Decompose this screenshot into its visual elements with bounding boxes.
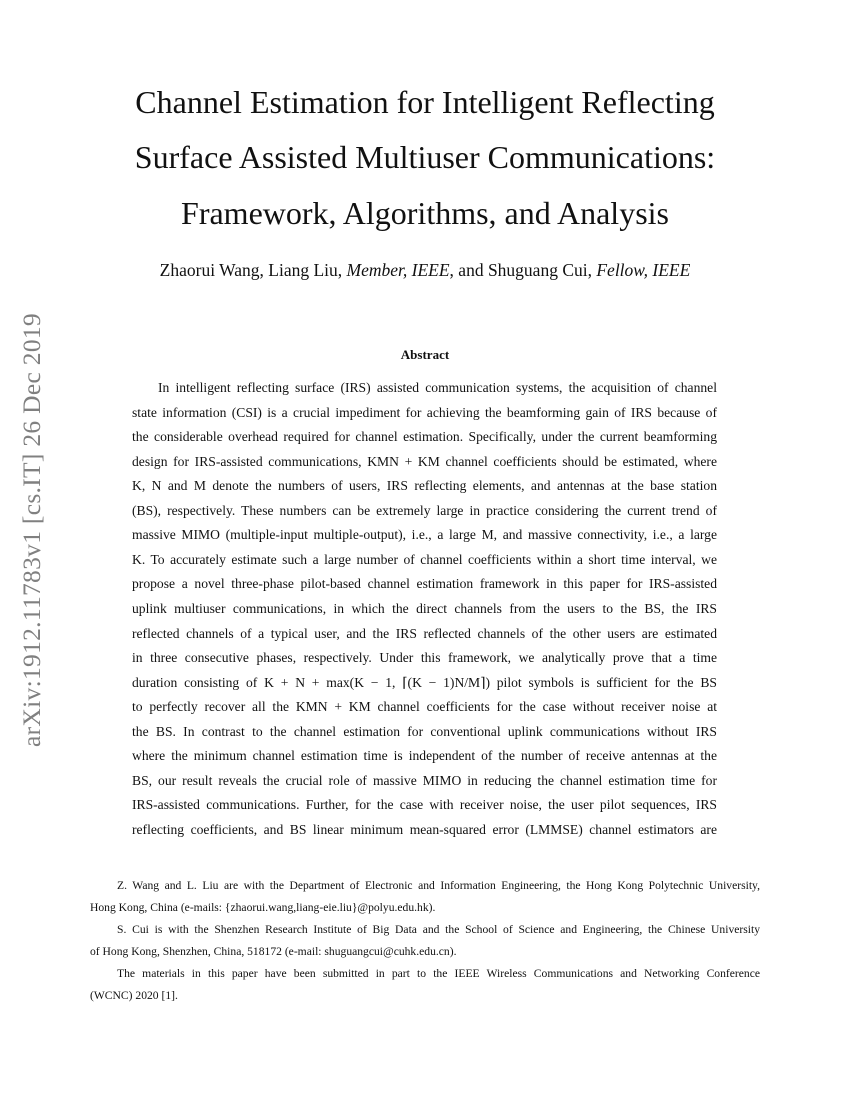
abstract-line: duration consisting of K + N + max(K − 1, ⌈(K − 1)N/M⌉) pilot symbols is sufficient for the BS	[132, 674, 717, 690]
abstract-line: state information (CSI) is a crucial impediment for achieving the beamforming gain of IRS because of	[132, 404, 717, 420]
footnote-line: S. Cui is with the Shenzhen Research Institute of Big Data and the School of Science and Engineering, the Chinese University	[117, 923, 760, 936]
title-line-2: Surface Assisted Multiuser Communications:	[134, 139, 716, 175]
footnote-line: Z. Wang and L. Liu are with the Department of Electronic and Information Engineering, the Hong Kong Polytechnic University,	[117, 879, 760, 892]
abstract-line: K. To accurately estimate such a large number of channel coefficients within a short time interval, we	[132, 551, 717, 567]
abstract-line: where the minimum channel estimation time is independent of the number of receive antennas at the	[132, 748, 717, 764]
abstract-line: reflecting coefficients, and BS linear minimum mean-squared error (LMMSE) channel estimators are	[132, 821, 717, 837]
abstract-line: uplink multiuser communications, in which the direct channels from the users to the BS, the IRS	[132, 600, 717, 616]
abstract-line: reflected channels of a typical user, and the IRS reflected channels of the other users are estimated	[132, 625, 717, 641]
abstract-line: the considerable overhead required for channel estimation. Specifically, under the current beamforming	[132, 429, 717, 445]
title-line-3: Framework, Algorithms, and Analysis	[181, 195, 669, 231]
abstract-line: In intelligent reflecting surface (IRS) assisted communication systems, the acquisition of channel	[158, 380, 717, 395]
abstract-line: to perfectly recover all the KMN + KM channel coefficients for the case without receiver noise at	[132, 699, 717, 715]
abstract-line: (BS), respectively. These numbers can be extremely large in practice considering the current trend of	[132, 502, 717, 518]
abstract-line: in three consecutive phases, respectively. Under this framework, we analytically prove that a time	[132, 650, 717, 666]
abstract-line: K, N and M denote the numbers of users, IRS reflecting elements, and antennas at the base station	[132, 478, 717, 494]
footnote-line: of Hong Kong, Shenzhen, China, 518172 (e-mail: shuguangcui@cuhk.edu.cn).	[90, 945, 457, 958]
abstract-line: IRS-assisted communications. Further, for the case with receiver noise, the user pilot sequences, IRS	[132, 797, 717, 813]
abstract-line: BS, our result reveals the crucial role of massive MIMO in reducing the channel estimation time for	[132, 772, 717, 788]
abstract-line: design for IRS-assisted communications, KMN + KM channel coefficients should be estimated, where	[132, 453, 717, 469]
footnote-line: The materials in this paper have been submitted in part to the IEEE Wireless Communications and Networking Conference	[117, 967, 760, 980]
title-line-1: Channel Estimation for Intelligent Reflecting	[135, 84, 715, 120]
footnote-line: (WCNC) 2020 [1].	[90, 989, 178, 1002]
abstract-line: propose a novel three-phase pilot-based channel estimation framework in this paper for IRS-assisted	[132, 576, 717, 592]
abstract-line: massive MIMO (multiple-input multiple-output), i.e., a large M, and massive connectivity, i.e., a large	[132, 527, 717, 543]
arxiv-stamp: arXiv:1912.11783v1 [cs.IT] 26 Dec 2019	[17, 313, 46, 747]
author-role-2: Fellow, IEEE	[596, 260, 691, 280]
author-names-2: , and Shuguang Cui,	[449, 260, 597, 280]
authors	[0, 260, 850, 281]
abstract-line: the BS. In contrast to the channel estimation for conventional uplink communications without IRS	[132, 723, 717, 739]
author-role-1: Member, IEEE	[346, 260, 450, 280]
author-names-1: Zhaorui Wang, Liang Liu,	[159, 260, 347, 280]
abstract-heading: Abstract	[400, 347, 450, 362]
footnote-line: Hong Kong, China (e-mails: {zhaorui.wang,liang-eie.liu}@polyu.edu.hk).	[90, 901, 436, 914]
